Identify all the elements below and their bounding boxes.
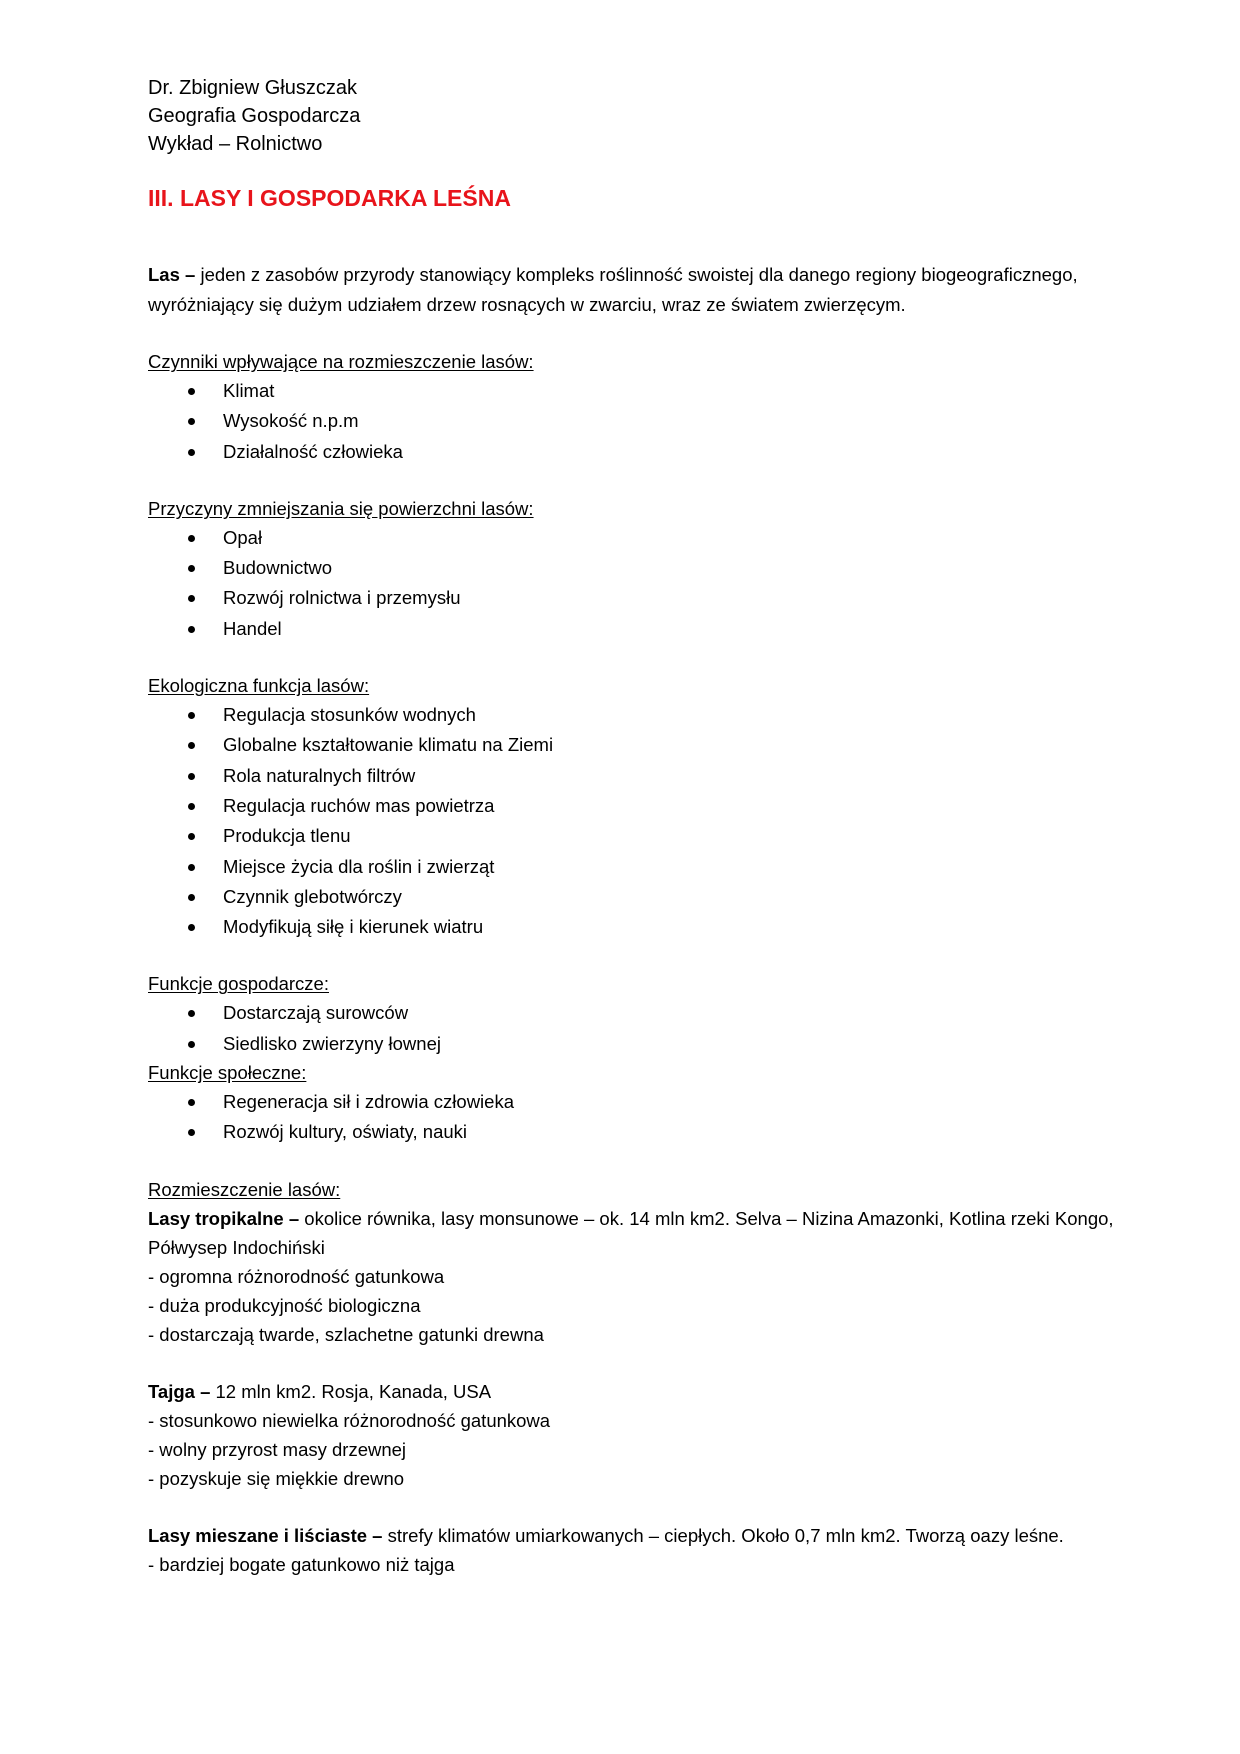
taiga-point: - pozyskuje się miękkie drewno <box>148 1467 405 1489</box>
definition-paragraph <box>148 260 1140 320</box>
spacer <box>148 942 1140 970</box>
list-item: Wysokość n.p.m <box>148 406 1140 436</box>
list-item: Klimat <box>148 376 1140 406</box>
lecture-name: Wykład – Rolnictwo <box>148 133 323 155</box>
list-item: Regeneracja sił i zdrowia człowieka <box>148 1087 1140 1117</box>
list-item: Produkcja tlenu <box>148 821 1140 851</box>
causes-heading: Przyczyny zmniejszania się powierzchni lasów: <box>148 497 534 519</box>
list-item: Czynnik glebotwórczy <box>148 882 1140 912</box>
taiga-term: Tajga – <box>148 1380 211 1402</box>
list-item: Regulacja ruchów mas powietrza <box>148 791 1140 821</box>
page-title: III. LASY I GOSPODARKA LEŚNA <box>148 185 511 211</box>
list-item: Opał <box>148 523 1140 553</box>
causes-list <box>148 523 1140 644</box>
mixed-forests-text: strefy klimatów umiarkowanych – ciepłych. Około 0,7 mln km2. Tworzą oazy leśne. <box>382 1524 1064 1546</box>
list-item: Modyfikują siłę i kierunek wiatru <box>148 912 1140 942</box>
definition-text: jeden z zasobów przyrody stanowiący kompleks roślinność swoistej dla danego regiony biogeograficznego, wyróżniający się dużym udziałem drzew rosnących w zwarciu, wraz ze światem zwierzęcym. <box>148 264 1078 315</box>
spacer <box>148 1493 1140 1521</box>
causes-section <box>148 495 1140 644</box>
taiga-intro <box>148 1377 1140 1406</box>
tropical-point: - dostarczają twarde, szlachetne gatunki drewna <box>148 1323 544 1345</box>
list-item: Siedlisko zwierzyny łownej <box>148 1029 1140 1059</box>
tropical-point: - duża produkcyjność biologiczna <box>148 1294 421 1316</box>
tropical-point: - ogromna różnorodność gatunkowa <box>148 1265 445 1287</box>
factors-heading: Czynniki wpływające na rozmieszczenie lasów: <box>148 351 534 372</box>
author-name: Dr. Zbigniew Głuszczak <box>148 77 357 99</box>
distribution-heading: Rozmieszczenie lasów: <box>148 1178 341 1200</box>
social-section <box>148 1059 1140 1148</box>
definition-term: Las – <box>148 264 196 285</box>
tropical-forests-intro <box>148 1204 1140 1262</box>
spacer <box>148 1148 1140 1176</box>
ecological-list <box>148 700 1140 942</box>
list-item: Dostarczają surowców <box>148 998 1140 1028</box>
list-item: Miejsce życia dla roślin i zwierząt <box>148 852 1140 882</box>
mixed-forests-intro <box>148 1521 1140 1550</box>
distribution-section <box>148 1176 1140 1579</box>
tropical-forests-text: okolice równika, lasy monsunowe – ok. 14 mln km2. Selva – Nizina Amazonki, Kotlina rzeki Kongo, Półwysep Indochiński <box>148 1207 1114 1258</box>
mixed-forests-term: Lasy mieszane i liściaste – <box>148 1524 383 1546</box>
ecological-heading: Ekologiczna funkcja lasów: <box>148 675 370 697</box>
spacer <box>148 644 1140 672</box>
list-item: Handel <box>148 614 1140 644</box>
course-name: Geografia Gospodarcza <box>148 105 361 127</box>
list-item: Budownictwo <box>148 553 1140 583</box>
spacer <box>148 320 1140 348</box>
taiga-point: - stosunkowo niewielka różnorodność gatunkowa <box>148 1409 551 1431</box>
spacer <box>148 1349 1140 1377</box>
list-item: Działalność człowieka <box>148 437 1140 467</box>
ecological-section <box>148 672 1140 942</box>
list-item: Rola naturalnych filtrów <box>148 761 1140 791</box>
taiga-text: 12 mln km2. Rosja, Kanada, USA <box>210 1380 492 1402</box>
economic-heading: Funkcje gospodarcze: <box>148 973 329 995</box>
economic-section <box>148 970 1140 1059</box>
mixed-forests-block <box>148 1521 1140 1579</box>
tropical-forests-block <box>148 1204 1140 1349</box>
list-item: Rozwój rolnictwa i przemysłu <box>148 583 1140 613</box>
list-item: Rozwój kultury, oświaty, nauki <box>148 1117 1140 1147</box>
header-block <box>148 74 1140 158</box>
tropical-forests-term: Lasy tropikalne – <box>148 1207 300 1229</box>
list-item: Regulacja stosunków wodnych <box>148 700 1140 730</box>
social-list <box>148 1087 1140 1148</box>
factors-list <box>148 376 1140 467</box>
mixed-point: - bardziej bogate gatunkowo niż tajga <box>148 1553 455 1575</box>
spacer <box>148 467 1140 495</box>
taiga-point: - wolny przyrost masy drzewnej <box>148 1438 407 1460</box>
factors-section <box>148 348 1140 467</box>
taiga-block <box>148 1377 1140 1493</box>
list-item: Globalne kształtowanie klimatu na Ziemi <box>148 730 1140 760</box>
economic-list <box>148 998 1140 1059</box>
social-heading: Funkcje społeczne: <box>148 1062 307 1084</box>
